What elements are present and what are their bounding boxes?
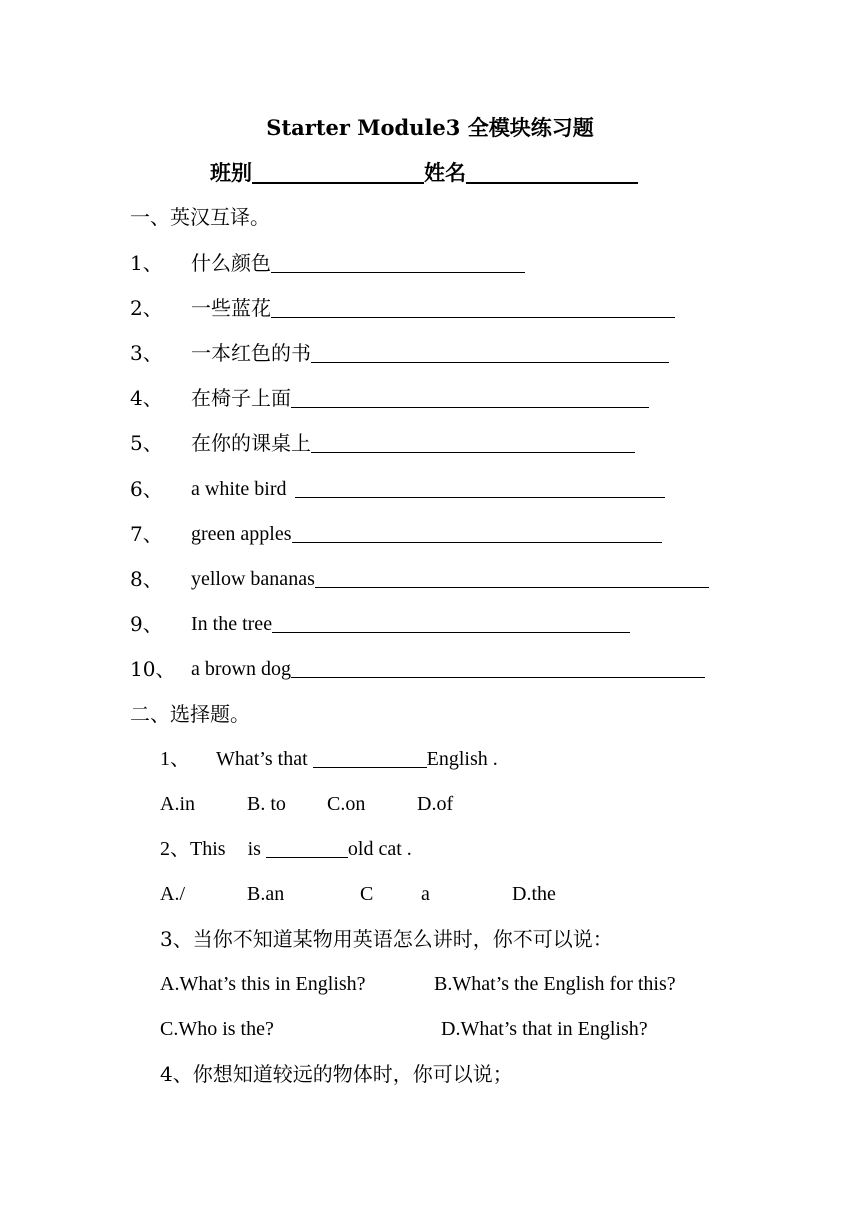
answer-blank[interactable]	[292, 522, 662, 543]
item-number: 10、	[130, 657, 176, 681]
question-text: English .	[426, 748, 498, 770]
item-text: yellow bananas	[191, 568, 315, 590]
class-blank[interactable]	[252, 160, 424, 184]
item-number: 9、	[130, 612, 163, 636]
option-b[interactable]: B.What’s the English for this?	[434, 973, 676, 995]
answer-blank[interactable]	[271, 297, 675, 318]
question-text: is	[247, 838, 261, 860]
question-4: 4、你想知道较远的物体时，你可以说；	[160, 1062, 513, 1086]
class-label: 班别	[210, 160, 252, 185]
translation-item	[191, 340, 669, 366]
option-b[interactable]: B.an	[247, 883, 285, 905]
option-c-text: a	[421, 883, 430, 905]
question-text: old cat .	[347, 838, 412, 860]
item-text: 在你的课桌上	[191, 431, 311, 455]
translation-item	[191, 385, 649, 411]
section1-heading: 一、英汉互译。	[130, 205, 270, 229]
question-3: 3、当你不知道某物用英语怎么讲时，你不可以说：	[160, 927, 613, 951]
answer-blank[interactable]	[295, 477, 665, 498]
item-text: green apples	[191, 523, 292, 545]
item-number: 6、	[130, 477, 163, 501]
item-number: 2、	[130, 296, 163, 320]
item-text: 什么颜色	[191, 251, 271, 275]
answer-blank[interactable]	[291, 387, 649, 408]
question-text: What’s that	[216, 748, 308, 770]
answer-blank[interactable]	[311, 432, 635, 453]
option-d[interactable]: D.the	[512, 883, 556, 905]
option-a[interactable]: A./	[160, 883, 185, 905]
item-text: 一些蓝花	[191, 296, 271, 320]
option-a[interactable]: A.in	[160, 793, 195, 815]
class-name-line	[210, 159, 638, 187]
item-text: a white bird	[191, 478, 287, 500]
translation-item	[191, 250, 525, 276]
question-1	[160, 746, 498, 772]
translation-item	[191, 295, 675, 321]
name-label: 姓名	[424, 160, 466, 185]
item-text: 一本红色的书	[191, 341, 311, 365]
option-d[interactable]: D.What’s that in English?	[441, 1018, 648, 1040]
option-b[interactable]: B. to	[247, 793, 286, 815]
item-number: 3、	[130, 341, 163, 365]
item-number: 5、	[130, 431, 163, 455]
answer-blank[interactable]	[271, 252, 525, 273]
section2-heading: 二、选择题。	[130, 702, 250, 726]
item-number: 4、	[130, 386, 163, 410]
question-number: 1、	[160, 748, 190, 770]
question-2	[160, 836, 412, 862]
answer-blank[interactable]	[313, 747, 427, 768]
item-number: 1、	[130, 251, 163, 275]
item-number: 7、	[130, 522, 163, 546]
answer-blank[interactable]	[272, 612, 630, 633]
answer-blank[interactable]	[311, 342, 669, 363]
option-c[interactable]: C.Who is the?	[160, 1018, 274, 1040]
item-number: 8、	[130, 567, 163, 591]
item-text: 在椅子上面	[191, 386, 291, 410]
item-text: a brown dog	[191, 658, 291, 680]
option-c[interactable]: C.on	[327, 793, 366, 815]
translation-item	[191, 521, 662, 547]
option-a[interactable]: A.What’s this in English?	[160, 973, 366, 995]
translation-item	[191, 656, 705, 682]
translation-item	[191, 476, 665, 502]
item-text: In the tree	[191, 613, 273, 635]
translation-item	[191, 566, 709, 592]
option-c[interactable]: C	[360, 883, 374, 905]
page-title: Starter Module3 全模块练习题	[266, 115, 594, 140]
question-text: 2、This	[160, 838, 226, 860]
option-d[interactable]: D.of	[417, 793, 454, 815]
answer-blank[interactable]	[315, 567, 709, 588]
answer-blank[interactable]	[266, 837, 348, 858]
answer-blank[interactable]	[291, 657, 705, 678]
translation-item	[191, 611, 630, 637]
name-blank[interactable]	[466, 160, 638, 184]
translation-item	[191, 430, 635, 456]
